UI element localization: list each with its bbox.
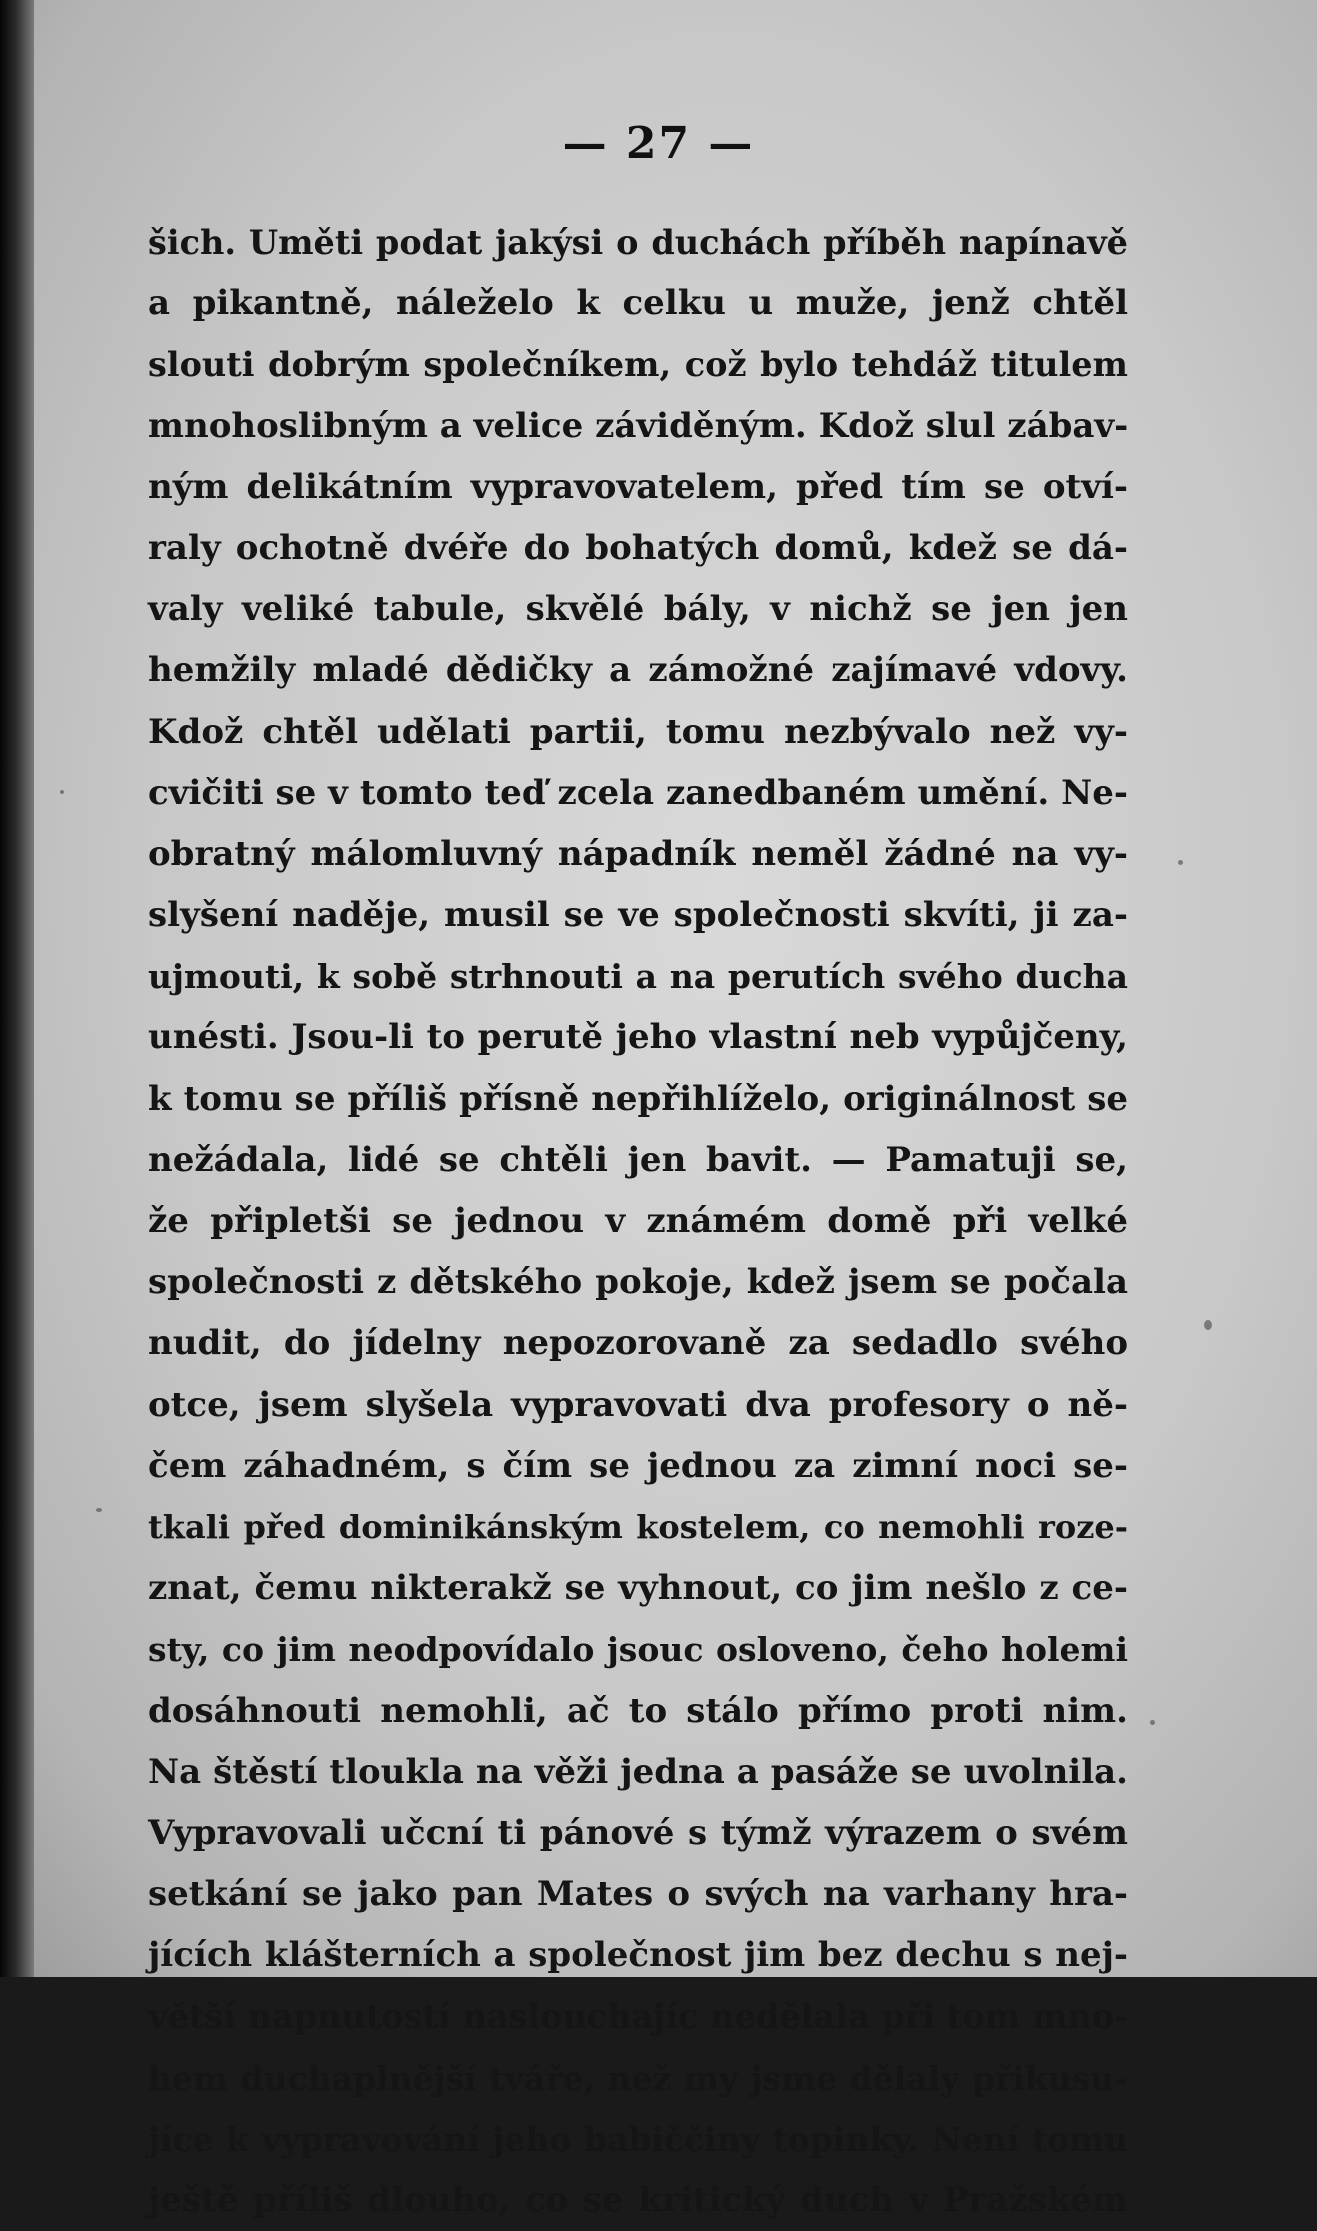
text-line: sty, co jim neodpovídalo jsouc osloveno, čeho holemi	[148, 1630, 1128, 1670]
text-line: raly ochotně dvéře do bohatých domů, kdež se dá-	[148, 527, 1128, 568]
text-line: ujmouti, k sobě strhnouti a na perutích svého ducha	[148, 957, 1128, 997]
paper-speck	[1150, 1720, 1155, 1725]
page-edge-shadow	[0, 0, 34, 1977]
paper-speck	[1204, 1320, 1212, 1330]
paper-speck	[96, 1508, 102, 1512]
text-line: větší napnutostí naslouchajíc nedělala při tom mno-	[148, 1997, 1128, 2037]
text-line: nežádala, lidé se chtěli jen bavit. — Pamatuji se,	[148, 1139, 1128, 1180]
text-line: slouti dobrým společníkem, což bylo tehdáž titulem	[148, 345, 1128, 385]
text-line: ještě příliš dlouho, co se kritický duch v Pražském	[148, 2180, 1128, 2220]
text-line: otce, jsem slyšela vypravovati dva profesory o ně-	[148, 1384, 1128, 1425]
paper-speck	[1178, 860, 1183, 865]
text-line: valy veliké tabule, skvělé bály, v nichž se jen jen	[148, 589, 1128, 630]
text-line: setkání se jako pan Mates o svých na varhany hra-	[148, 1874, 1128, 1915]
text-line: společnosti z dětského pokoje, kdež jsem se počala	[148, 1262, 1128, 1303]
text-line: mnohoslibným a velice záviděným. Kdož slul zábav-	[148, 405, 1129, 446]
text-line: tkali před dominikánským kostelem, co nemohli roze-	[148, 1507, 1128, 1546]
text-line: jíce k vypravování jeho babiččiny topinky. Není tomu	[148, 2119, 1128, 2159]
text-line: slyšení naděje, musil se ve společnosti skvíti, ji za-	[148, 895, 1128, 936]
text-line: čem záhadném, s čím se jednou za zimní noci se-	[148, 1445, 1128, 1486]
text-line: že připletši se jednou v známém domě při velké	[148, 1201, 1128, 1241]
text-line: k tomu se příliš přísně nepřihlíželo, originálnost se	[148, 1078, 1128, 1119]
text-line: jících klášterních a společnost jim bez dechu s nej-	[148, 1935, 1128, 1976]
text-line: nudit, do jídelny nepozorovaně za sedadlo svého	[148, 1323, 1128, 1364]
text-line: cvičiti se v tomto teď zcela zanedbaném umění. Ne-	[148, 772, 1128, 813]
text-line: znat, čemu nikterakž se vyhnout, co jim nešlo z ce-	[148, 1568, 1128, 1609]
text-line: obratný málomluvný nápadník neměl žádné na vy-	[148, 833, 1128, 874]
paper-speck	[60, 790, 64, 794]
text-line: hem duchaplnější tváře, než my jsme dělaly přikusu-	[148, 2058, 1128, 2098]
text-line: hemžily mladé dědičky a zámožné zajímavé vdovy.	[148, 650, 1128, 691]
text-line: a pikantně, náleželo k celku u muže, jenž chtěl	[148, 283, 1128, 324]
text-line: ným delikátním vypravovatelem, před tím se otví-	[148, 466, 1128, 507]
text-line: Kdož chtěl udělati partii, tomu nezbývalo než vy-	[148, 711, 1128, 752]
page-number: — 27 —	[562, 118, 755, 169]
text-line: Na štěstí tloukla na věži jedna a pasáže se uvolnila.	[148, 1751, 1128, 1792]
body-text	[148, 212, 1128, 2231]
text-line: dosáhnouti nemohli, ač to stálo přímo proti nim.	[148, 1690, 1128, 1731]
text-line: unésti. Jsou-li to perutě jeho vlastní neb vypůjčeny,	[148, 1017, 1128, 1058]
text-line: šich. Uměti podat jakýsi o duchách příběh napínavě	[148, 223, 1128, 262]
text-line: Vypravovali učcní ti pánové s týmž výrazem o svém	[148, 1812, 1128, 1853]
